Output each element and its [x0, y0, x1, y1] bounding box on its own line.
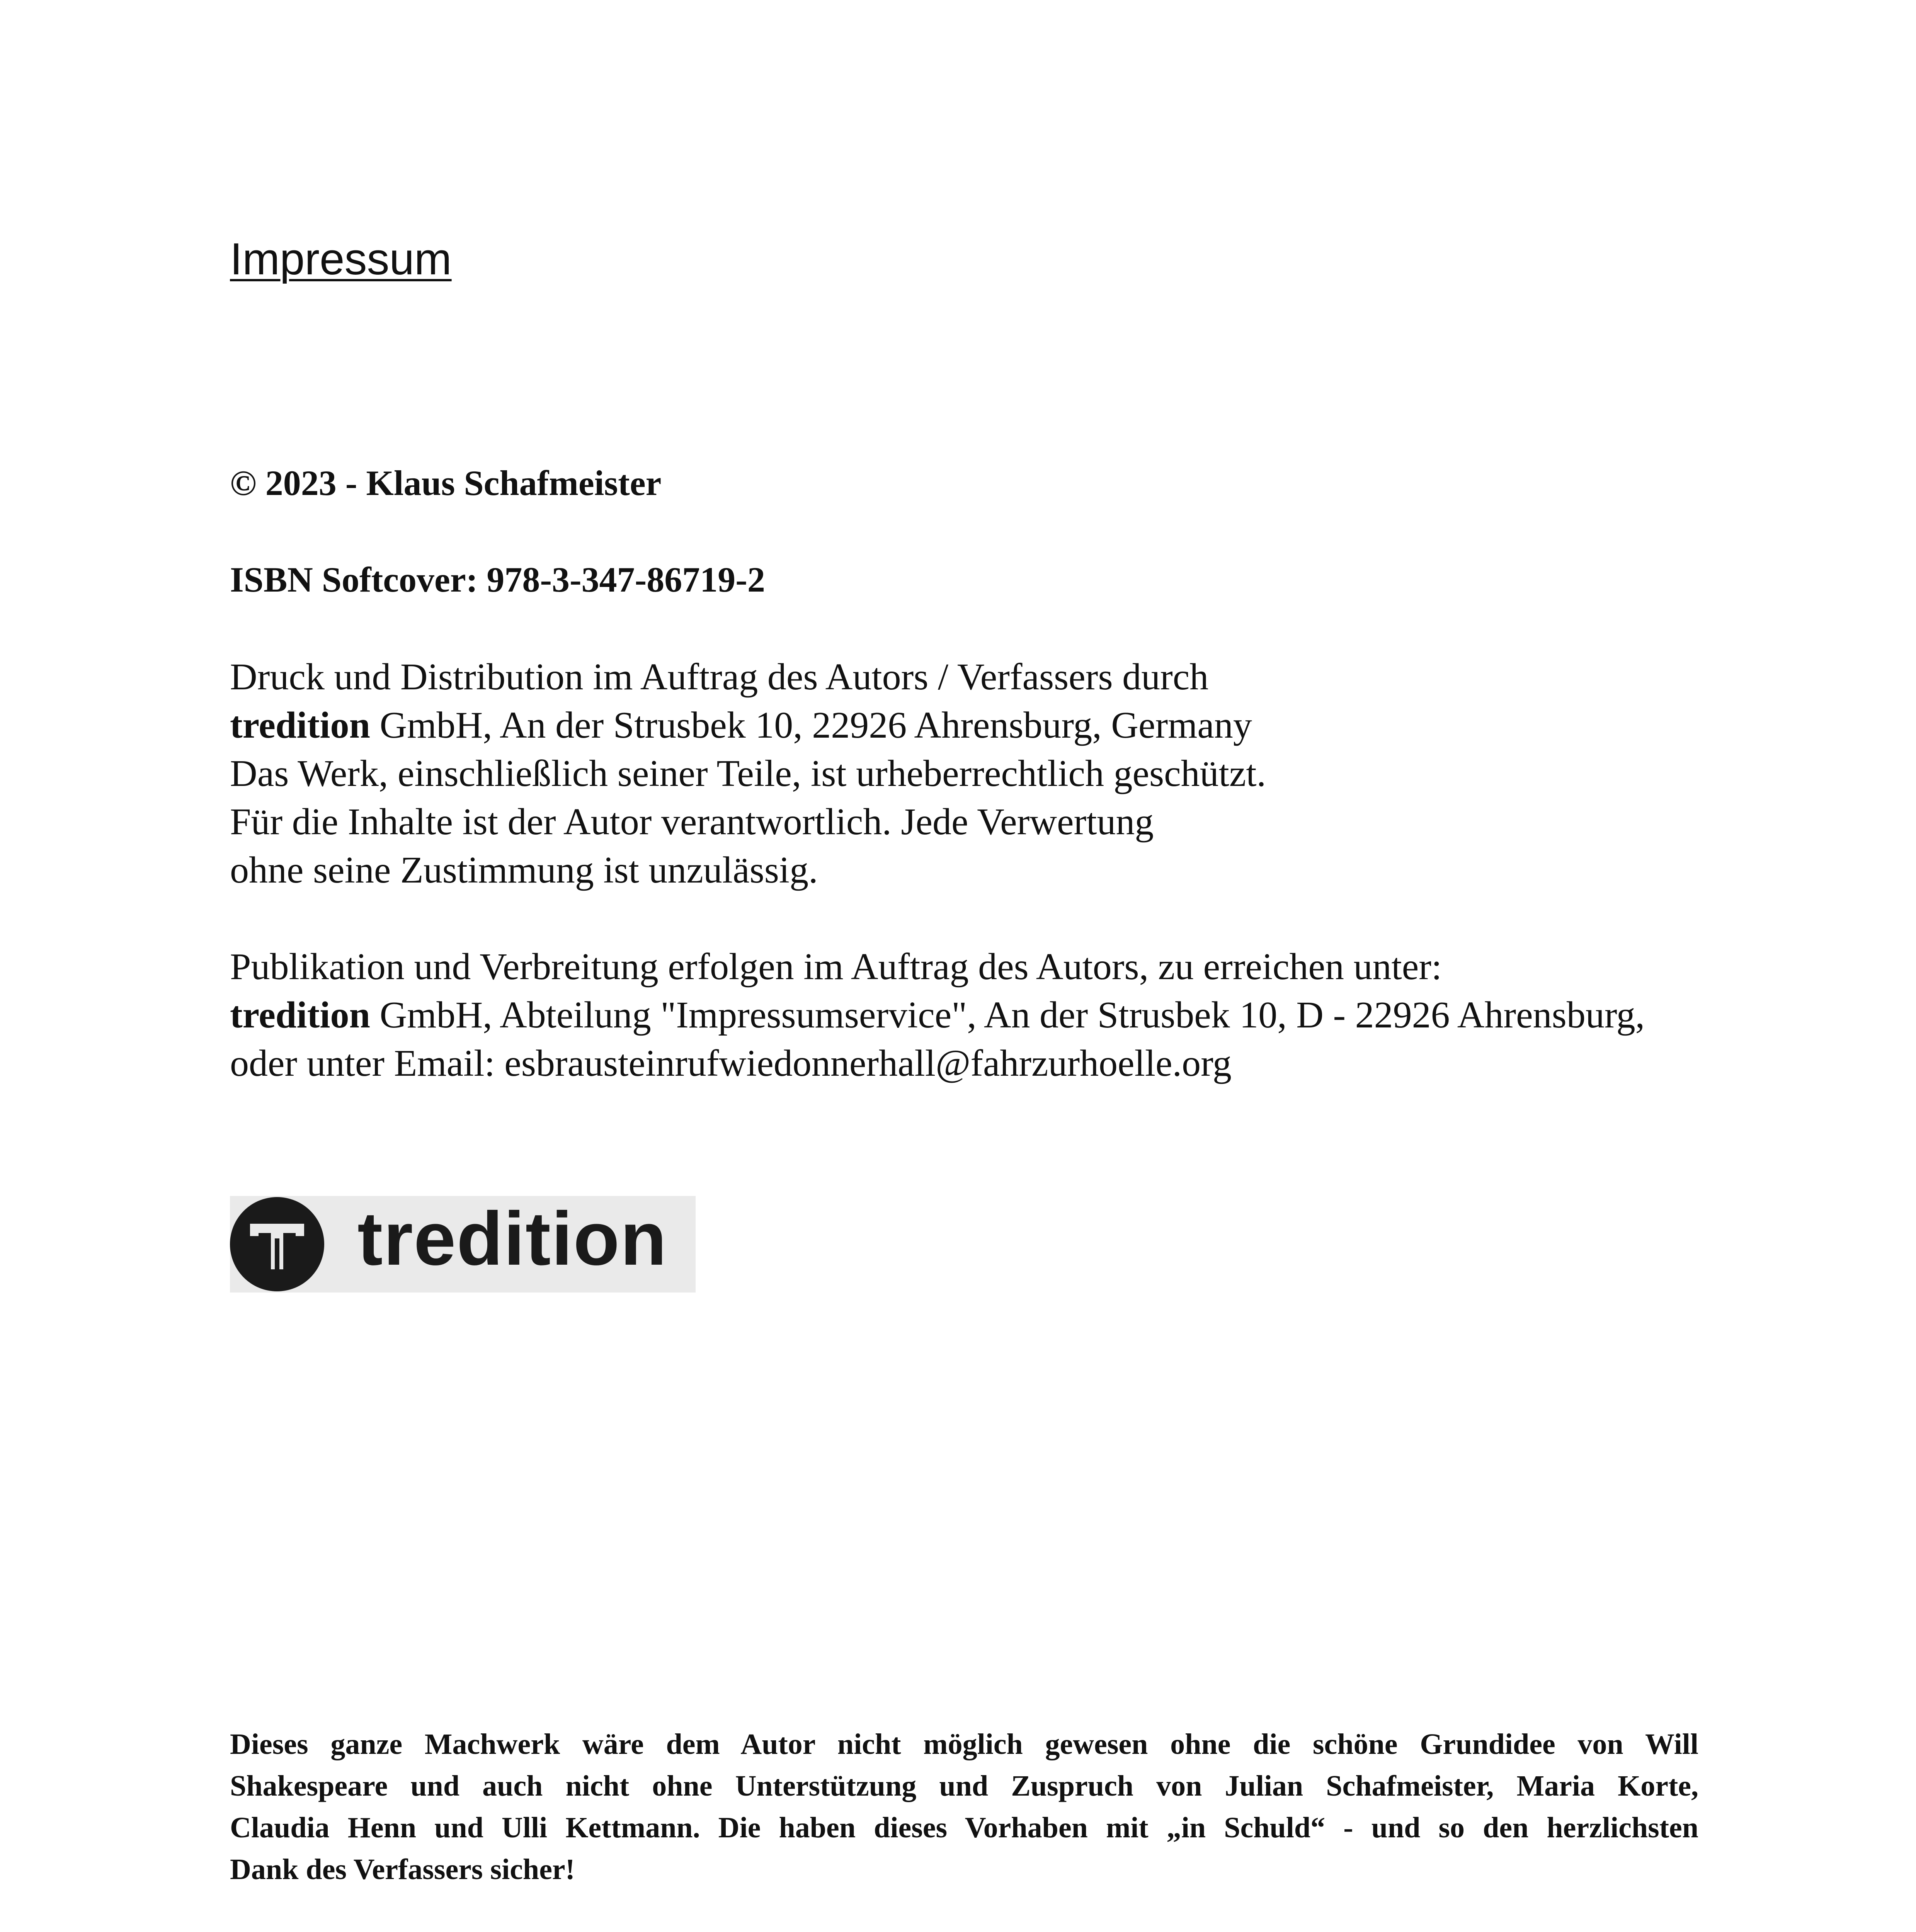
- acknowledgement-line-4: Dank des Verfassers sicher!: [230, 1853, 575, 1886]
- distribution-line-2: [230, 701, 1266, 750]
- publication-line-1: Publikation und Verbreitung erfolgen im Auftrag des Autors, zu erreichen unter:: [230, 946, 1442, 988]
- acknowledgement-line-1: Dieses ganze Machwerk wäre dem Autor nicht möglich gewesen ohne die schöne Grundidee von Will: [230, 1728, 1698, 1760]
- copyright-line: © 2023 - Klaus Schafmeister: [230, 463, 662, 503]
- publication-paragraph: [230, 943, 1645, 1088]
- tredition-wordmark: tredition: [357, 1196, 667, 1281]
- tredition-logo: [230, 1196, 696, 1293]
- tredition-logo-icon: [230, 1197, 324, 1291]
- acknowledgement-paragraph: [230, 1723, 1698, 1890]
- tredition-logo-graphic: [230, 1196, 696, 1293]
- publisher-department-address: GmbH, Abteilung "Impressumservice", An der Strusbek 10, D - 22926 Ahrensburg,: [370, 994, 1645, 1036]
- publisher-name: tredition: [230, 994, 370, 1036]
- publication-line-3: oder unter Email: esbrausteinrufwiedonnerhall@fahrzurhoelle.org: [230, 1043, 1232, 1084]
- distribution-line-3: Das Werk, einschließlich seiner Teile, ist urheberrechtlich geschützt.: [230, 753, 1266, 794]
- distribution-line-1: Druck und Distribution im Auftrag des Autors / Verfassers durch: [230, 656, 1209, 698]
- distribution-line-4: Für die Inhalte ist der Autor verantwortlich. Jede Verwertung: [230, 801, 1154, 843]
- distribution-line-5: ohne seine Zustimmung ist unzulässig.: [230, 849, 818, 891]
- acknowledgement-line-3: Claudia Henn und Ulli Kettmann. Die haben dieses Vorhaben mit „in Schuld“ - und so den herzlichsten: [230, 1811, 1698, 1844]
- acknowledgement-line-2: Shakespeare und auch nicht ohne Unterstützung und Zuspruch von Julian Schafmeister, Maria Korte,: [230, 1770, 1698, 1802]
- page-title: Impressum: [230, 234, 452, 284]
- isbn-line: ISBN Softcover: 978-3-347-86719-2: [230, 560, 765, 599]
- publisher-name: tredition: [230, 704, 370, 746]
- publisher-address: GmbH, An der Strusbek 10, 22926 Ahrensburg, Germany: [370, 704, 1252, 746]
- distribution-paragraph: [230, 653, 1266, 895]
- publication-line-2: [230, 991, 1645, 1039]
